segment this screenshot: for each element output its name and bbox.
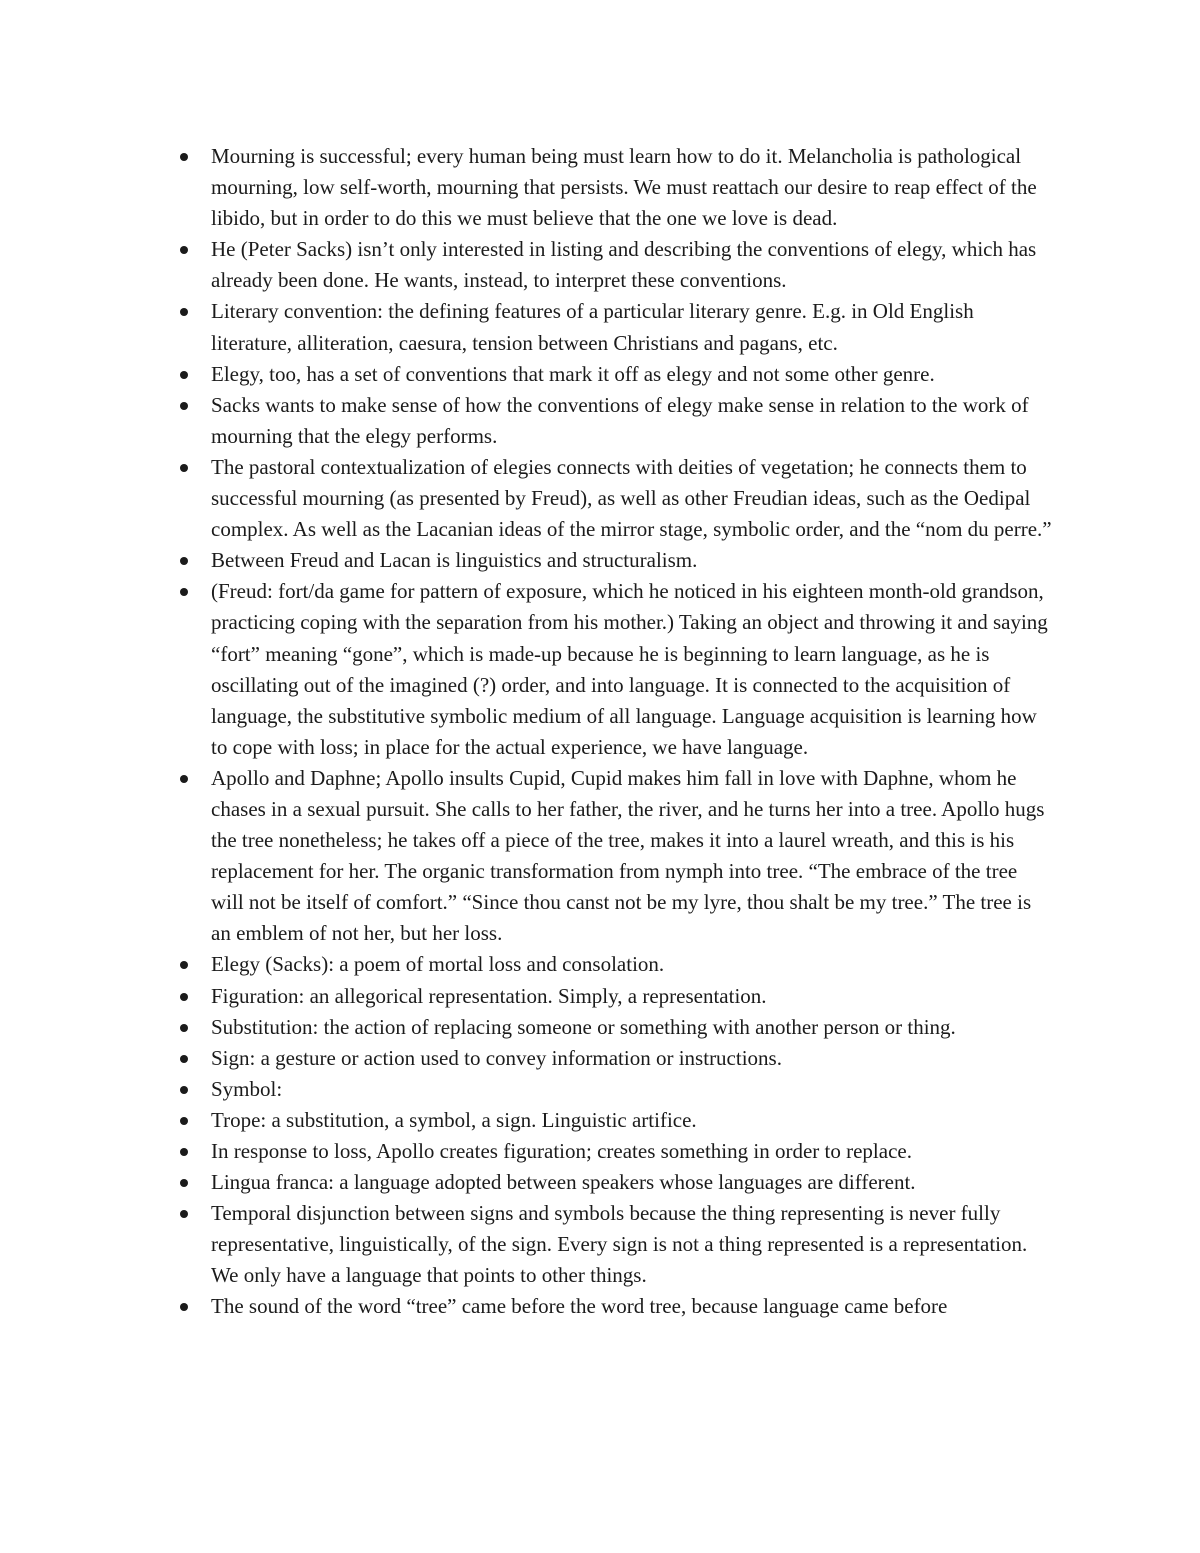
list-item bbox=[175, 296, 1055, 358]
list-item bbox=[175, 1167, 1055, 1198]
list-item-text: Sacks wants to make sense of how the conventions of elegy make sense in relation to the work of mourning that the elegy performs. bbox=[211, 392, 1029, 448]
list-item-text: The sound of the word “tree” came before the word tree, because language came before bbox=[211, 1294, 948, 1319]
list-item-text: The pastoral contextualization of elegies connects with deities of vegetation; he connects them to successful mourning (as presented by Freud), as well as other Freudian ideas, such as the Oedipal complex. As well as the Lacanian ideas of the mirror stage, symbolic order, and the “nom du perre.” bbox=[211, 454, 1052, 542]
list-item-text: Figuration: an allegorical representation. Simply, a representation. bbox=[211, 983, 767, 1008]
list-item bbox=[175, 234, 1055, 296]
bullet-icon bbox=[180, 1086, 188, 1094]
list-item-text: Between Freud and Lacan is linguistics and structuralism. bbox=[211, 548, 698, 573]
list-item-text: Elegy, too, has a set of conventions that mark it off as elegy and not some other genre. bbox=[211, 361, 935, 386]
list-item bbox=[175, 452, 1055, 545]
bullet-icon bbox=[180, 1303, 188, 1311]
list-item bbox=[175, 1043, 1055, 1074]
bullet-icon bbox=[180, 588, 188, 596]
bullet-icon bbox=[180, 1148, 188, 1156]
list-item-text: Substitution: the action of replacing someone or something with another person or thing. bbox=[211, 1014, 956, 1039]
list-item-text: (Freud: fort/da game for pattern of exposure, which he noticed in his eighteen month-old grandson, practicing coping with the separation from his mother.) Taking an object and throwing it and saying “fort” meaning “gone”, which is made-up because he is beginning to learn language, as he is oscillating out of the imagined (?) order, and into language. It is connected to the acquisition of language, the substitutive symbolic medium of all language. Language acquisition is learning how to cope with loss; in place for the actual experience, we have language. bbox=[211, 579, 1048, 759]
bullet-icon bbox=[180, 557, 188, 565]
list-item bbox=[175, 1136, 1055, 1167]
list-item bbox=[175, 1291, 1055, 1322]
bullet-icon bbox=[180, 308, 188, 316]
list-item bbox=[175, 576, 1055, 763]
bullet-icon bbox=[180, 153, 188, 161]
bullet-icon bbox=[180, 961, 188, 969]
bullet-icon bbox=[180, 1179, 188, 1187]
bullet-icon bbox=[180, 1024, 188, 1032]
list-item bbox=[175, 1105, 1055, 1136]
bullet-icon bbox=[180, 371, 188, 379]
list-item-text: Temporal disjunction between signs and symbols because the thing representing is never fully representative, linguistically, of the sign. Every sign is not a thing represented is a representation. We only have a language that points to other things. bbox=[211, 1201, 1028, 1288]
list-item bbox=[175, 949, 1055, 980]
bullet-list bbox=[175, 141, 1055, 1323]
list-item bbox=[175, 141, 1055, 234]
list-item-text: Elegy (Sacks): a poem of mortal loss and consolation. bbox=[211, 952, 665, 977]
list-item bbox=[175, 981, 1055, 1012]
bullet-icon bbox=[180, 993, 188, 1001]
bullet-icon bbox=[180, 402, 188, 410]
list-item-text: Sign: a gesture or action used to convey information or instructions. bbox=[211, 1045, 782, 1070]
list-item bbox=[175, 1012, 1055, 1043]
list-item-text: Apollo and Daphne; Apollo insults Cupid, Cupid makes him fall in love with Daphne, whom he chases in a sexual pursuit. She calls to her father, the river, and he turns her into a tree. Apollo hugs the tree nonetheless; he takes off a piece of the tree, makes it into a laurel wreath, and this is his replacement for her. The organic transformation from nymph into tree. “The embrace of the tree will not be itself of comfort.” “Since thou canst not be my lyre, thou shalt be my tree.” The tree is an emblem of not her, but her loss. bbox=[211, 765, 1045, 946]
bullet-icon bbox=[180, 1210, 188, 1218]
bullet-icon bbox=[180, 1055, 188, 1063]
bullet-icon bbox=[180, 464, 188, 472]
bullet-icon bbox=[180, 775, 188, 783]
list-item bbox=[175, 1074, 1055, 1105]
list-item-text: Symbol: bbox=[211, 1076, 283, 1101]
list-item-text: Mourning is successful; every human being must learn how to do it. Melancholia is pathological mourning, low self-worth, mourning that persists. We must reattach our desire to reap effect of the libido, but in order to do this we must believe that the one we love is dead. bbox=[211, 144, 1037, 231]
bullet-icon bbox=[180, 1117, 188, 1125]
list-item bbox=[175, 390, 1055, 452]
bullet-icon bbox=[180, 246, 188, 254]
list-item-text: Literary convention: the defining features of a particular literary genre. E.g. in Old English literature, alliteration, caesura, tension between Christians and pagans, etc. bbox=[211, 299, 974, 355]
list-item bbox=[175, 1198, 1055, 1291]
list-item bbox=[175, 763, 1055, 950]
list-item-text: Trope: a substitution, a symbol, a sign. Linguistic artifice. bbox=[211, 1107, 697, 1132]
list-item bbox=[175, 545, 1055, 576]
list-item bbox=[175, 359, 1055, 390]
list-item-text: Lingua franca: a language adopted between speakers whose languages are different. bbox=[211, 1170, 916, 1195]
list-item-text: In response to loss, Apollo creates figuration; creates something in order to replace. bbox=[211, 1139, 912, 1163]
list-item-text: He (Peter Sacks) isn’t only interested in listing and describing the conventions of elegy, which has already been done. He wants, instead, to interpret these conventions. bbox=[211, 237, 1037, 293]
